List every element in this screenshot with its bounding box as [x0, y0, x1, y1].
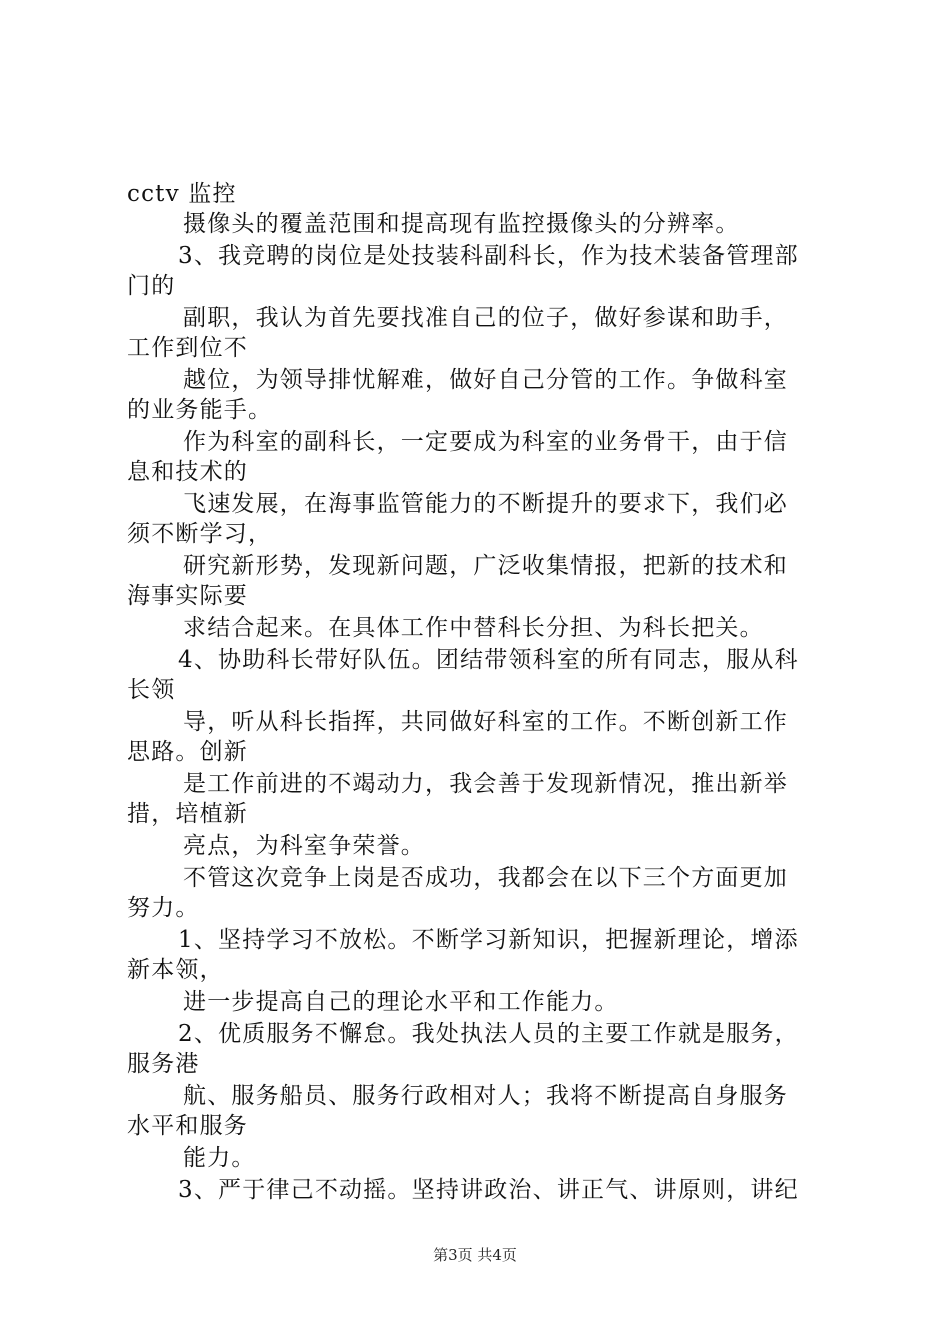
- text-line: 水平和服务: [127, 1113, 248, 1139]
- text-line: 求结合起来。在具体工作中替科长分担、为科长把关。: [183, 615, 764, 641]
- text-line: 息和技术的: [127, 459, 248, 485]
- text-line: 3、严于律己不动摇。坚持讲政治、讲正气、讲原则，讲纪: [178, 1177, 799, 1203]
- text-line: 摄像头的覆盖范围和提高现有监控摄像头的分辨率。: [183, 211, 740, 237]
- text-line: 新本领，: [127, 957, 224, 983]
- text-line: 服务港: [127, 1051, 200, 1077]
- text-line: 研究新形势，发现新问题，广泛收集情报，把新的技术和: [183, 553, 788, 579]
- text-line: 努力。: [127, 895, 200, 921]
- text-line: 能力。: [183, 1145, 256, 1171]
- text-line: 门的: [127, 273, 176, 299]
- text-line: 海事实际要: [127, 583, 248, 609]
- text-line: 导，听从科长指挥，共同做好科室的工作。不断创新工作: [183, 709, 788, 735]
- text-line: 4、协助科长带好队伍。团结带领科室的所有同志，服从科: [178, 647, 799, 673]
- text-line: cctv 监控: [127, 181, 237, 207]
- text-line: 措，培植新: [127, 801, 248, 827]
- text-line: 3、我竞聘的岗位是处技装科副科长，作为技术装备管理部: [178, 243, 799, 269]
- text-line: 越位，为领导排忧解难，做好自己分管的工作。争做科室: [183, 367, 788, 393]
- text-line: 不管这次竞争上岗是否成功，我都会在以下三个方面更加: [183, 865, 788, 891]
- text-line: 作为科室的副科长，一定要成为科室的业务骨干，由于信: [183, 429, 788, 455]
- text-line: 是工作前进的不竭动力，我会善于发现新情况，推出新举: [183, 771, 788, 797]
- text-line: 的业务能手。: [127, 397, 273, 423]
- text-line: 长领: [127, 677, 176, 703]
- page-number: 第3页 共4页: [433, 1246, 517, 1264]
- text-line: 亮点，为科室争荣誉。: [183, 833, 425, 859]
- text-line: 工作到位不: [127, 335, 248, 361]
- text-line: 1、坚持学习不放松。不断学习新知识，把握新理论，增添: [178, 927, 799, 953]
- text-line: 航、服务船员、服务行政相对人；我将不断提高自身服务: [183, 1083, 788, 1109]
- text-line: 飞速发展，在海事监管能力的不断提升的要求下，我们必: [183, 491, 788, 517]
- text-line: 副职，我认为首先要找准自己的位子，做好参谋和助手，: [183, 305, 788, 331]
- text-line: 思路。创新: [127, 739, 248, 765]
- text-line: 2、优质服务不懈怠。我处执法人员的主要工作就是服务，: [178, 1021, 799, 1047]
- text-line: 进一步提高自己的理论水平和工作能力。: [183, 989, 619, 1015]
- text-line: 须不断学习，: [127, 521, 273, 547]
